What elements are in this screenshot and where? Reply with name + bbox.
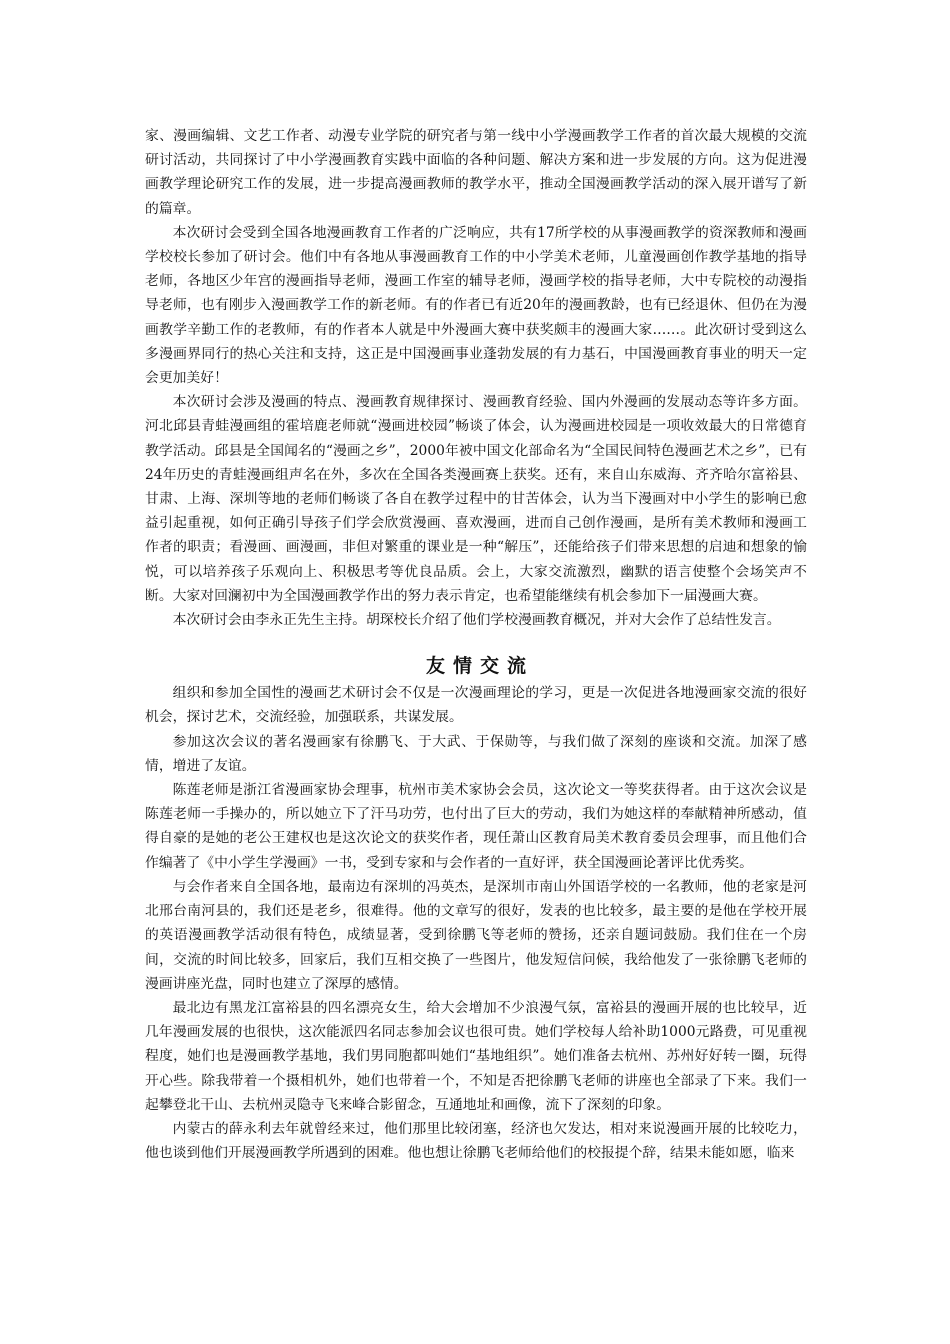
friendship-exchange-section [145, 681, 807, 1165]
paragraph-topics: 本次研讨会涉及漫画的特点、漫画教育规律探讨、漫画教育经验、国内外漫画的发展动态等许多方面。河北邱县青蛙漫画组的霍培鹿老师就“漫画进校园”畅谈了体会，认为漫画进校园是一项收效最大的日常德育教学活动。邱县是全国闻名的“漫画之乡”，2000年被中国文化部命名为“全国民间特色漫画艺术之乡”，已有24年历史的青蛙漫画组声名在外，多次在全国各类漫画赛上获奖。还有，来自山东威海、齐齐哈尔富裕县、甘肃、上海、深圳等地的老师们畅谈了各自在教学过程中的甘苦体会，认为当下漫画对中小学生的影响已愈益引起重视，如何正确引导孩子们学会欣赏漫画、喜欢漫画，进而自己创作漫画，是所有美术教师和漫画工作者的职责；看漫画、画漫画，非但对繁重的课业是一种“解压”，还能给孩子们带来思想的启迪和想象的愉悦，可以培养孩子乐观向上、积极思考等优良品质。会上，大家交流激烈，幽默的语言使整个会场笑声不断。大家对回澜初中为全国漫画教学作出的努力表示肯定，也希望能继续有机会参加下一届漫画大赛。 [145, 394, 807, 604]
paragraph-host: 本次研讨会由李永正先生主持。胡琛校长介绍了他们学校漫画教育概况，并对大会作了总结性发言。 [172, 612, 781, 629]
section-heading: 友情交流 [425, 655, 534, 678]
paragraph-chen-lian: 陈莲老师是浙江省漫画家协会理事，杭州市美术家协会会员，这次论文一等奖获得者。由于这次会议是陈莲老师一手操办的，所以她立下了汗马功劳，也付出了巨大的劳动，我们为她这样的奉献精神所感动，值得自豪的是她的老公王建权也是这次论文的获奖作者，现任萧山区教育局美术教育委员会理事，而且他们合作编著了《中小学生学漫画》一书，受到专家和与会作者的一直好评，获全国漫画论著评比优秀奖。 [145, 782, 807, 871]
paragraph-heilongjiang: 最北边有黑龙江富裕县的四名漂亮女生，给大会增加不少浪漫气氛，富裕县的漫画开展的也比较早，近几年漫画发展的也很快，这次能派四名同志参加会议也很可贵。她们学校每人给补助1000元路费，可见重视程度，她们也是漫画教学基地，我们男同胞都叫她们“基地组织”。她们准备去杭州、苏州好好转一圈，玩得开心些。除我带着一个摄相机外，她们也带着一个，不知是否把徐鹏飞老师的讲座也全部录了下来。我们一起攀登北干山、去杭州灵隐寺飞来峰合影留念，互通地址和画像，流下了深刻的印象。 [145, 999, 807, 1113]
paragraph-continuation: 家、漫画编辑、文艺工作者、动漫专业学院的研究者与第一线中小学漫画教学工作者的首次最大规模的交流研讨活动，共同探讨了中小学漫画教育实践中面临的各种问题、解决方案和进一步发展的方向。这为促进漫画教学理论研究工作的发展，进一步提高漫画教师的教学水平，推动全国漫画教学活动的深入展开谱写了新的篇章。 [145, 128, 807, 217]
paragraph-intro: 组织和参加全国性的漫画艺术研讨会不仅是一次漫画理论的学习，更是一次促进各地漫画家交流的很好机会，探讨艺术，交流经验，加强联系，共谋发展。 [145, 685, 807, 726]
seminar-report-section [145, 124, 807, 632]
paragraph-feng-yingjie: 与会作者来自全国各地，最南边有深圳的冯英杰，是深圳市南山外国语学校的一名教师，他的老家是河北邢台南河县的，我们还是老乡，很难得。他的文章写的很好，发表的也比较多，最主要的是他在学校开展的英语漫画教学活动很有特色，成绩显著，受到徐鹏飞等老师的赞扬，还亲自题词鼓励。我们住在一个房间，交流的时间比较多，回家后，我们互相交换了一些图片，他发短信问候，我给他发了一张徐鹏飞老师的漫画讲座光盘，同时也建立了深厚的感情。 [145, 878, 807, 992]
paragraph-participants: 本次研讨会受到全国各地漫画教育工作者的广泛响应，共有17所学校的从事漫画教学的资深教师和漫画学校校长参加了研讨会。他们中有各地从事漫画教育工作的中小学美术老师，儿童漫画创作教学基地的指导老师，各地区少年宫的漫画指导老师，漫画工作室的辅导老师，漫画学校的指导老师，大中专院校的动漫指导老师，也有刚步入漫画教学工作的新老师。有的作者已有近20年的漫画教龄，也有已经退休、但仍在为漫画教学辛勤工作的老教师，有的作者本人就是中外漫画大赛中获奖颇丰的漫画大家……。此次研讨受到这么多漫画界同行的热心关注和支持，这正是中国漫画事业蓬勃发展的有力基石，中国漫画教育事业的明天一定会更加美好！ [145, 224, 807, 387]
paragraph-famous-artists: 参加这次会议的著名漫画家有徐鹏飞、于大武、于保勋等，与我们做了深刻的座谈和交流。加深了感情，增进了友谊。 [145, 733, 807, 774]
paragraph-inner-mongolia: 内蒙古的薛永利去年就曾经来过，他们那里比较闭塞，经济也欠发达，相对来说漫画开展的比较吃力，他也谈到他们开展漫画教学所遇到的困难。他也想让徐鹏飞老师给他们的校报提个辞，结果未能如愿，临来 [145, 1120, 807, 1162]
document-page [145, 124, 807, 1165]
